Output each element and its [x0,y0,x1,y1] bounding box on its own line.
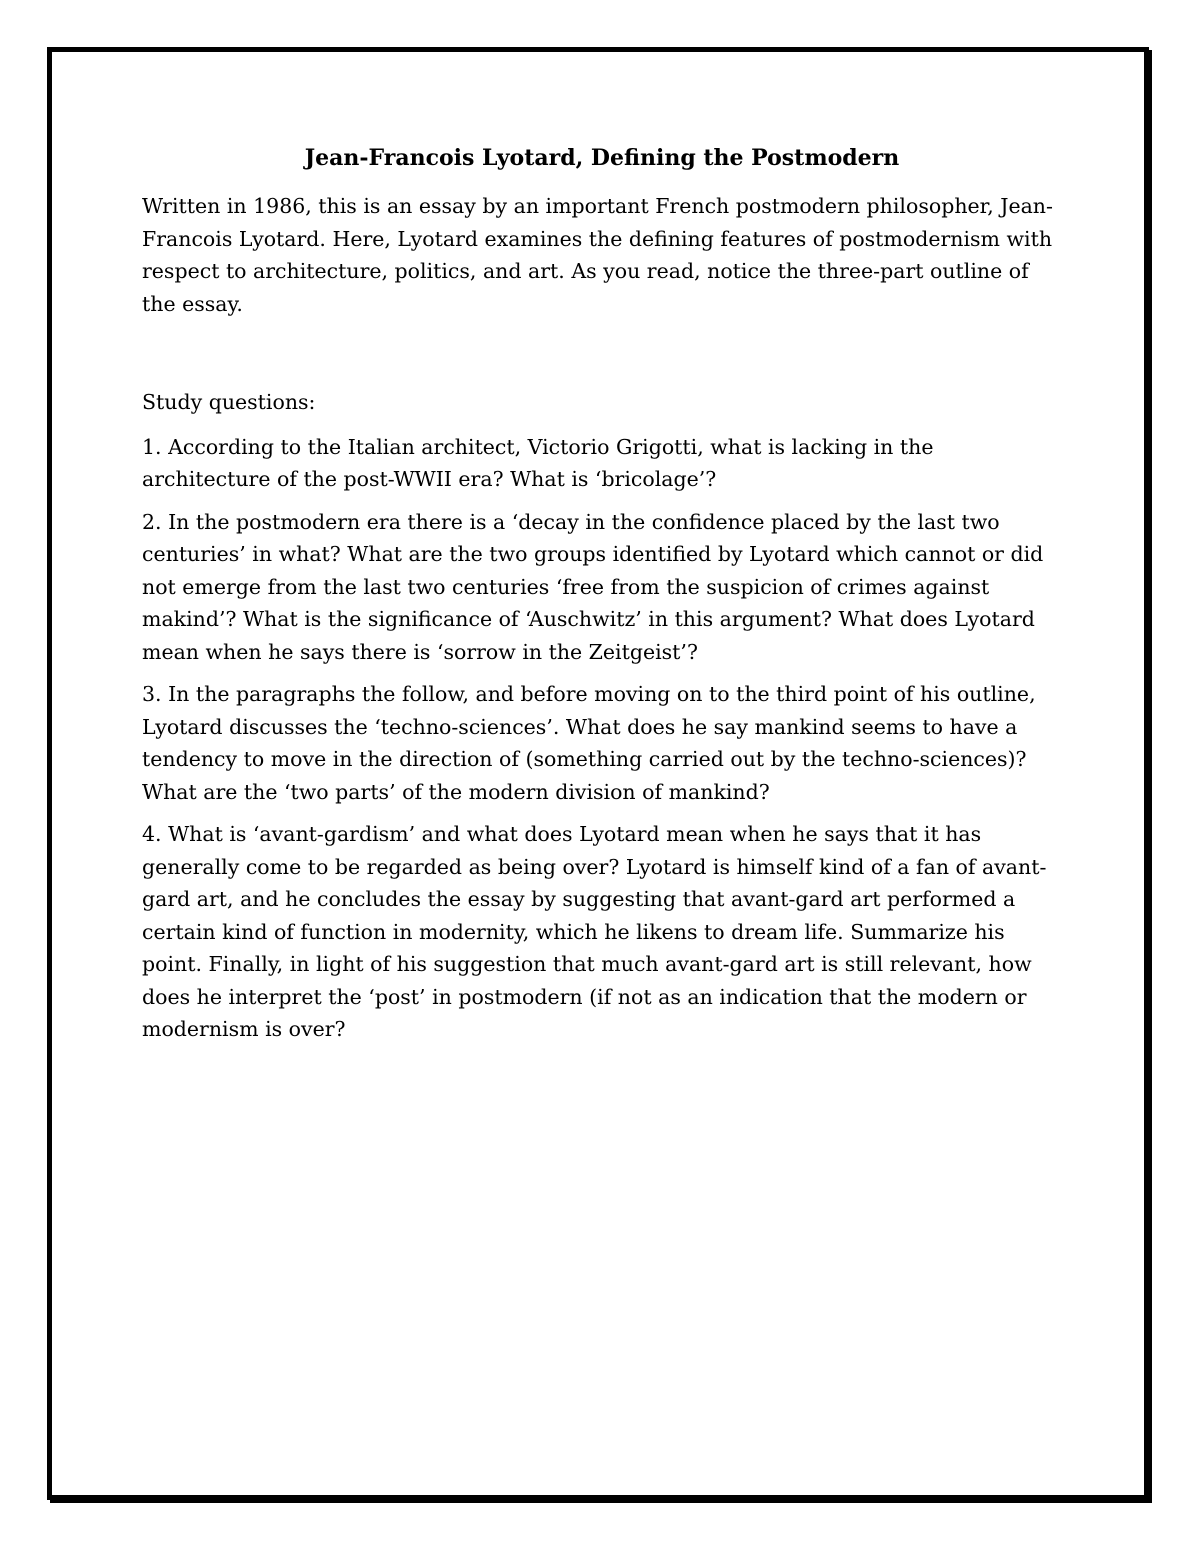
question-3: 3. In the paragraphs the follow, and before moving on to the third point of his outline, Lyotard discusses the ‘techno-sciences’. What does he say mankind seems to have a tendency to move in the direction of (something carried out by the techno-sciences)? What are the ‘two parts’ of the modern division of mankind? [142,682,1036,804]
study-questions-heading: Study questions: [142,390,316,414]
document-title: Jean-Francois Lyotard, Defining the Postmodern [304,145,900,171]
question-4: 4. What is ‘avant-gardism’ and what does Lyotard mean when he says that it has generally come to be regarded as being over? Lyotard is himself kind of a fan of avant-gard art, and he concludes the essay by suggesting that avant-gard art performed a certain kind of function in modernity, which he likens to dream life. Summarize his point. Finally, in light of his suggestion that much avant-gard art is still relevant, how does he interpret the ‘post’ in postmodern (if not as an indication that the modern or modernism is over? [142,822,1047,1041]
question-1: 1. According to the Italian architect, Victorio Grigotti, what is lacking in the architecture of the post-WWII era? What is ‘bricolage’? [142,434,934,491]
intro-paragraph: Written in 1986, this is an essay by an important French postmodern philosopher, Jean-Francois Lyotard. Here, Lyotard examines the defining features of postmodernism with respect to architecture, politics, and art. As you read, notice the three-part outline of the essay. [142,194,1053,316]
question-2: 2. In the postmodern era there is a ‘decay in the confidence placed by the last two centuries’ in what? What are the two groups identified by Lyotard which cannot or did not emerge from the last two centuries ‘free from the suspicion of crimes against makind’? What is the significance of ‘Auschwitz’ in this argument? What does Lyotard mean when he says there is ‘sorrow in the Zeitgeist’? [142,509,1044,664]
document-body [142,140,1062,1056]
